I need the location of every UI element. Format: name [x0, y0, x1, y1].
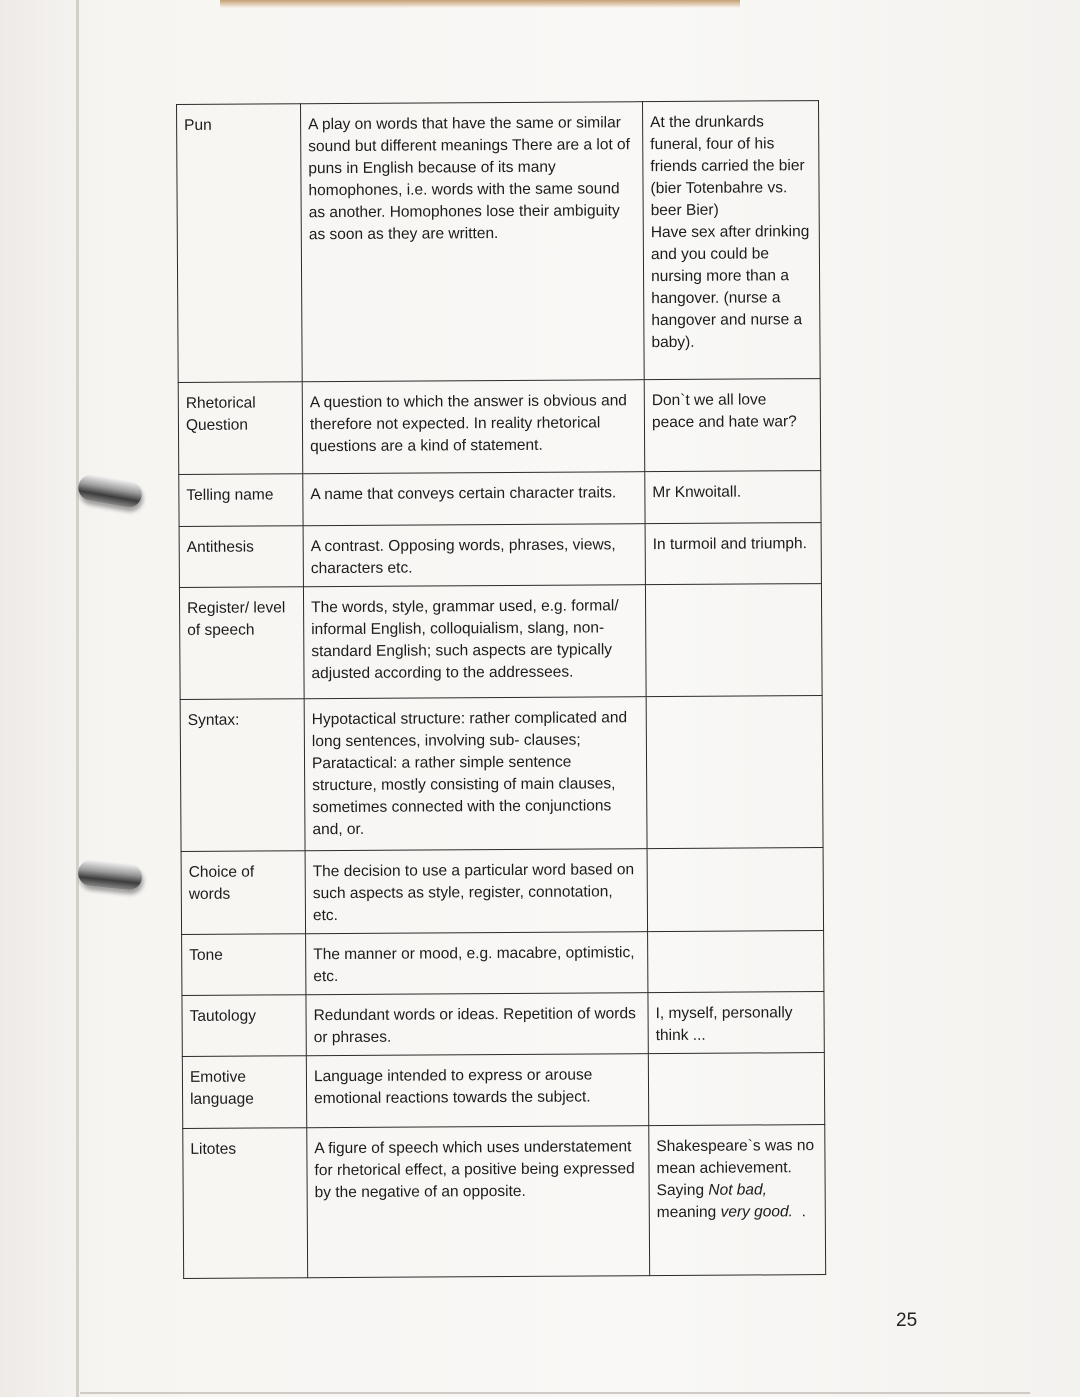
definition-cell: The decision to use a particular word based on such aspects as style, register, connotation, etc.	[305, 849, 648, 934]
example-emphasis: Not bad,	[708, 1181, 768, 1199]
table-row	[182, 931, 824, 996]
example-cell: At the drunkards funeral, four of his friends carried the bier (bier Totenbahre vs. beer Bier) Have sex after drinking and you could be nursing more than a hangover. (nurse a hangover and nurse a baby).	[642, 101, 820, 380]
table-row	[180, 696, 823, 852]
definition-cell: The manner or mood, e.g. macabre, optimistic, etc.	[306, 932, 648, 995]
example-emphasis: very good.	[720, 1203, 793, 1221]
example-cell	[647, 848, 824, 932]
definition-cell: Language intended to express or arouse emotional reactions towards the subject.	[306, 1054, 648, 1128]
example-cell: Don`t we all love peace and hate war?	[644, 379, 821, 472]
example-text: .	[792, 1203, 806, 1221]
table-row	[182, 992, 824, 1057]
example-text: meaning	[656, 1203, 721, 1222]
example-cell: In turmoil and triumph.	[645, 523, 821, 585]
definition-cell: A question to which the answer is obvious and therefore not expected. In reality rhetorical questions are a kind of statement.	[302, 380, 645, 474]
definition-cell: Redundant words or ideas. Repetition of words or phrases.	[306, 993, 648, 1056]
table-row	[183, 1125, 826, 1279]
table-row	[179, 523, 821, 588]
stylistic-devices-table	[176, 100, 826, 1279]
term-cell: Syntax:	[180, 699, 305, 852]
table-row	[177, 101, 821, 383]
example-cell	[645, 584, 822, 697]
table-row	[179, 471, 821, 527]
binder-ring-icon	[77, 859, 143, 892]
example-cell	[646, 696, 823, 849]
term-cell: Pun	[177, 104, 303, 383]
term-cell: Litotes	[183, 1128, 308, 1279]
example-cell: I, myself, personally think ...	[648, 992, 824, 1054]
table-row	[178, 379, 821, 475]
definition-cell: A figure of speech which uses understatement for rhetorical effect, a positive being expressed by the negative of an opposite.	[307, 1126, 650, 1278]
page-number: 25	[896, 1310, 918, 1331]
term-cell: Register/ level of speech	[179, 587, 304, 700]
example-cell: Mr Knwoitall.	[645, 471, 821, 524]
example-cell	[648, 931, 824, 993]
term-cell: Emotive language	[182, 1056, 306, 1129]
definition-cell: The words, style, grammar used, e.g. formal/ informal English, colloquialism, slang, non-standard English; such aspects are typically adjusted according to the addressees.	[303, 585, 646, 699]
table-row	[182, 1053, 824, 1129]
definition-cell: A contrast. Opposing words, phrases, views, characters etc.	[303, 524, 645, 587]
table-row	[181, 848, 823, 935]
term-cell: Telling name	[179, 474, 303, 527]
definition-cell: A play on words that have the same or similar sound but different meanings There are a lot of puns in English because of its many homophones, i.e. words with the same sound as another. Homophones lose their ambiguity as soon as they are written.	[301, 102, 645, 382]
term-cell: Tone	[182, 934, 306, 996]
term-cell: Antithesis	[179, 526, 303, 588]
page-bottom-edge	[80, 1392, 1030, 1394]
example-cell	[649, 1125, 826, 1276]
example-text: Shakespeare`s was no mean achievement. Saying	[656, 1137, 815, 1200]
term-cell: Tautology	[182, 995, 306, 1057]
example-cell	[648, 1053, 824, 1126]
page-top-edge	[220, 0, 740, 8]
table-row	[179, 584, 822, 700]
term-cell: Rhetorical Question	[178, 382, 303, 475]
binder-margin	[76, 0, 79, 1397]
definition-cell: Hypotactical structure: rather complicated and long sentences, involving sub- clauses; Paratactical: a rather simple sentence structure, mostly consisting of main clauses, sometimes connected with the conjunctions and, or.	[304, 697, 647, 851]
term-cell: Choice of words	[181, 851, 306, 935]
binder-ring-icon	[76, 473, 144, 510]
definition-cell: A name that conveys certain character traits.	[303, 472, 645, 526]
